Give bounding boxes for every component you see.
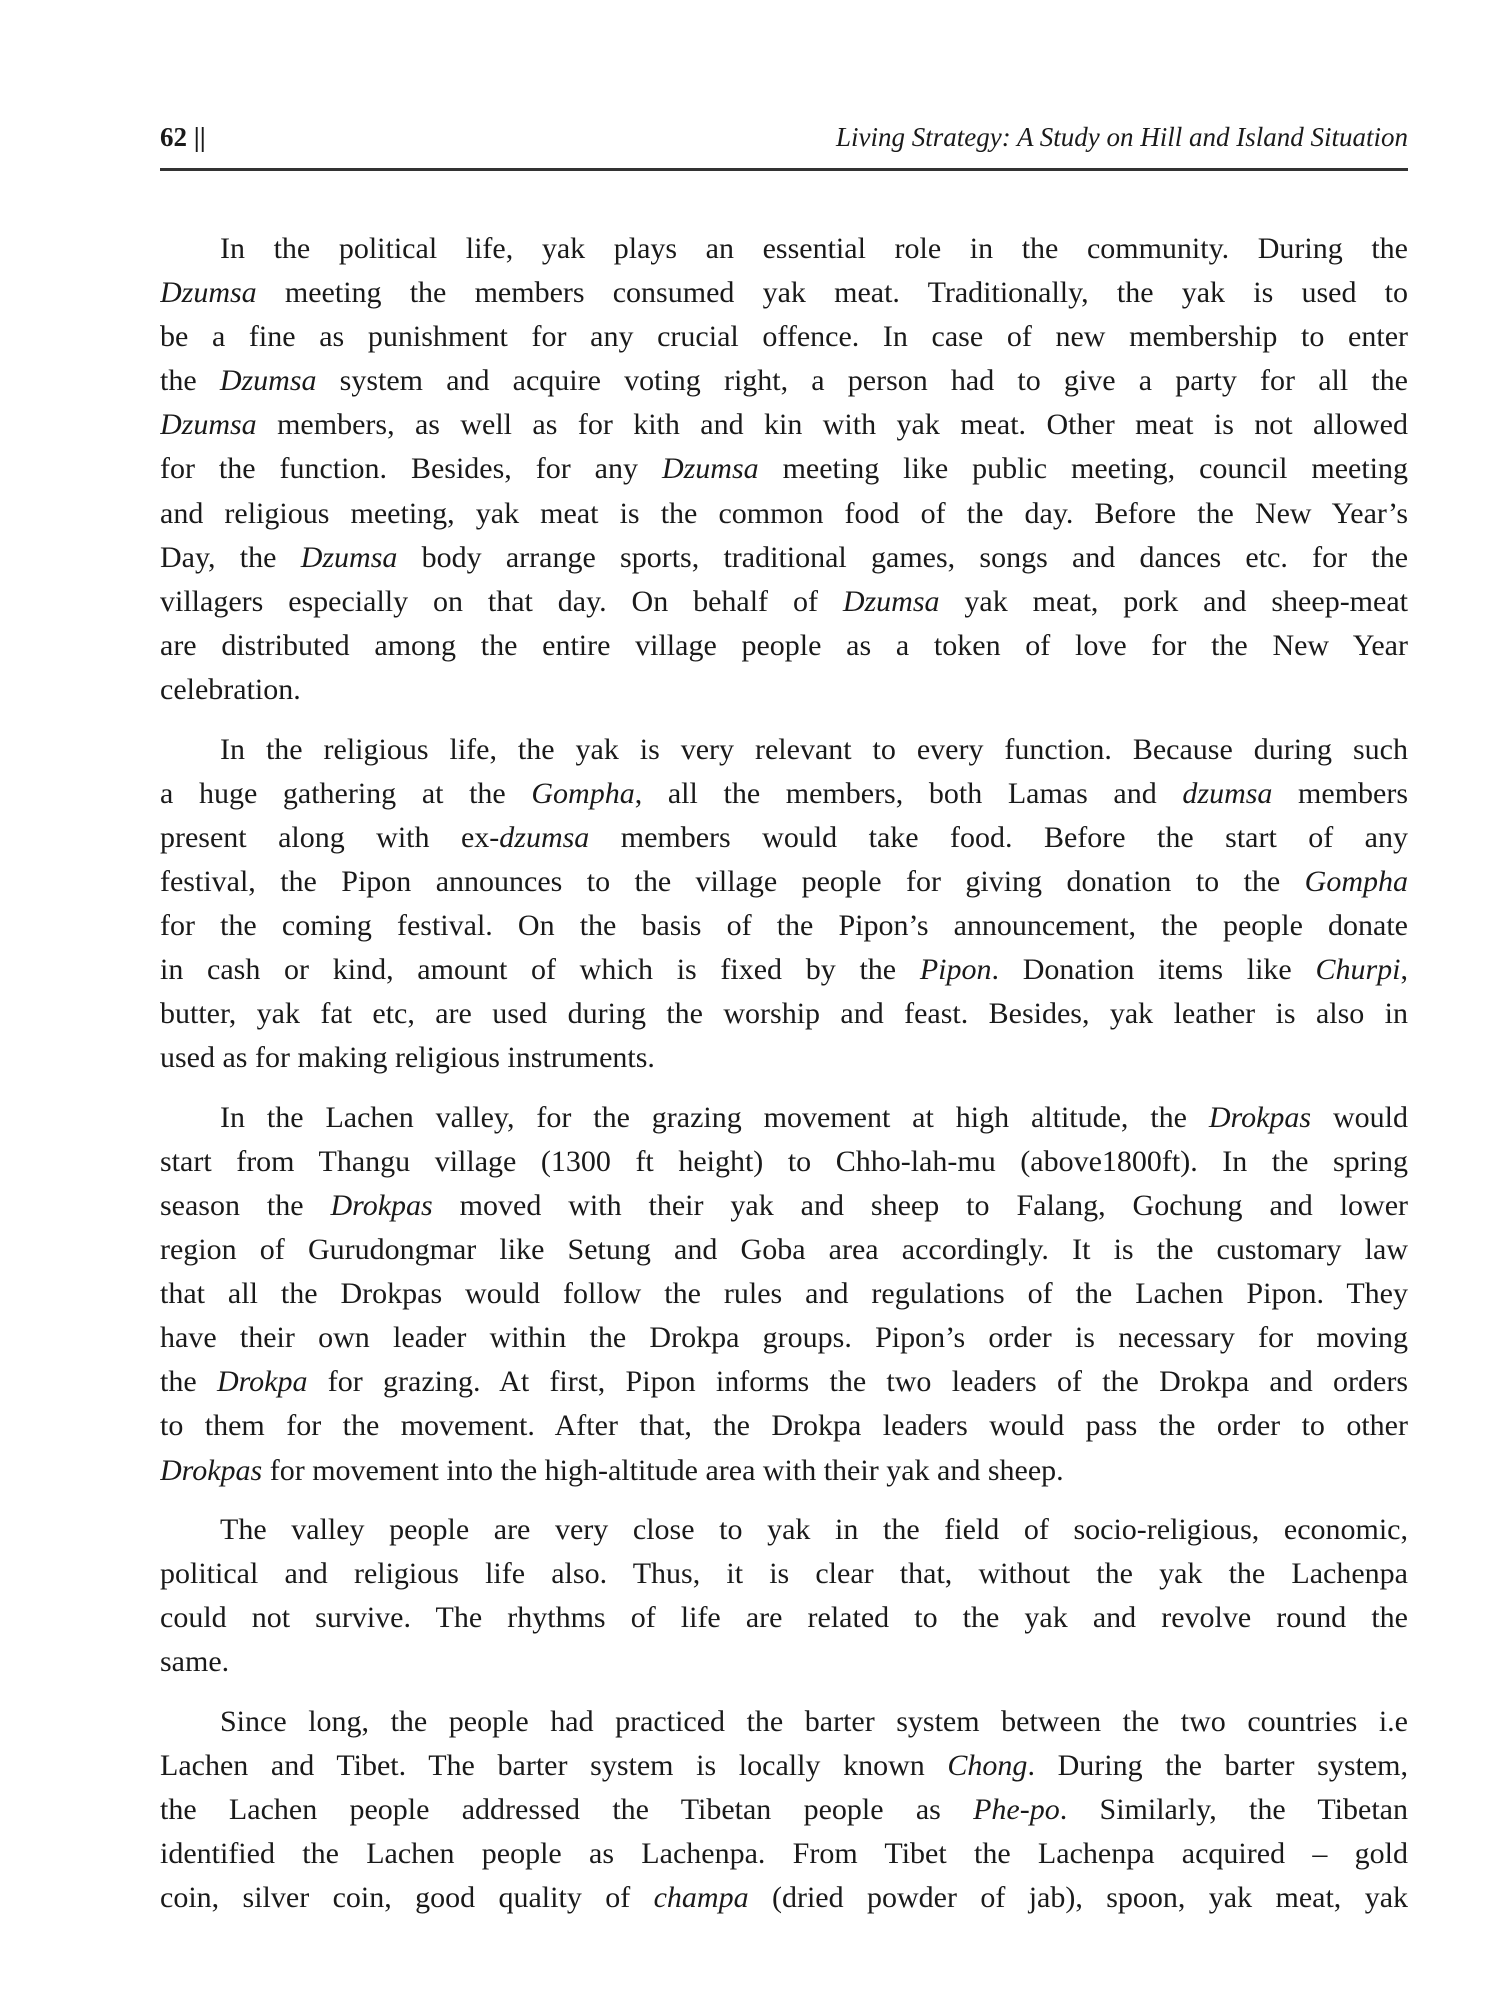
italic-term: champa bbox=[653, 1881, 749, 1915]
text-line bbox=[160, 492, 1408, 536]
text-segment: Day, the bbox=[160, 540, 301, 574]
text-line bbox=[160, 904, 1408, 948]
text-line bbox=[160, 1096, 1408, 1140]
text-line bbox=[160, 668, 1408, 712]
text-segment: members bbox=[1272, 776, 1408, 810]
italic-term: Gompha bbox=[1304, 864, 1408, 898]
text-segment: coin, silver coin, good quality of bbox=[160, 1881, 654, 1915]
text-line bbox=[160, 624, 1408, 668]
italic-term: Dzumsa bbox=[661, 452, 759, 486]
text-segment: a huge gathering at the bbox=[160, 776, 532, 810]
italic-term: Drokpas bbox=[1208, 1100, 1312, 1134]
text-line bbox=[160, 1508, 1408, 1552]
text-segment: members, as well as for kith and kin with yak meat. Other meat is not allowed bbox=[256, 408, 1408, 442]
italic-term: Dzumsa bbox=[300, 540, 398, 574]
text-segment: festival, the Pipon announces to the village people for giving donation to the bbox=[160, 864, 1305, 898]
text-line bbox=[160, 580, 1408, 624]
text-segment: the bbox=[160, 364, 220, 398]
text-line bbox=[160, 1316, 1408, 1360]
italic-term: Chong bbox=[947, 1749, 1028, 1783]
text-line bbox=[160, 1228, 1408, 1272]
text-segment: villagers especially on that day. On behalf of bbox=[160, 584, 843, 618]
header-rule bbox=[160, 168, 1408, 171]
text-segment: . During the barter system, bbox=[1027, 1749, 1408, 1783]
text-segment: butter, yak fat etc, are used during the worship and feast. Besides, yak leather is also in bbox=[160, 997, 1408, 1031]
text-line bbox=[160, 948, 1408, 992]
text-line bbox=[160, 1272, 1408, 1316]
text-line bbox=[160, 1832, 1408, 1876]
text-line bbox=[160, 271, 1408, 315]
italic-term: Dzumsa bbox=[842, 584, 940, 618]
text-line bbox=[160, 403, 1408, 447]
italic-term: Phe-po bbox=[973, 1793, 1060, 1827]
text-segment: Lachen and Tibet. The barter system is locally known bbox=[160, 1749, 948, 1783]
text-segment: , all the members, both Lamas and bbox=[634, 776, 1183, 810]
text-segment: the Lachen people addressed the Tibetan people as bbox=[160, 1793, 974, 1827]
text-segment: meeting like public meeting, council meeting bbox=[758, 452, 1408, 486]
text-segment: would bbox=[1311, 1100, 1408, 1134]
text-segment: could not survive. The rhythms of life are related to the yak and revolve round the bbox=[160, 1601, 1408, 1635]
text-line bbox=[160, 1552, 1408, 1596]
text-segment: Since long, the people had practiced the barter system between the two countries i.e bbox=[220, 1705, 1408, 1738]
page-number: 62 || bbox=[160, 122, 206, 152]
text-segment: system and acquire voting right, a person had to give a party for all the bbox=[316, 364, 1408, 398]
text-segment: (dried powder of jab), spoon, yak meat, yak bbox=[748, 1881, 1408, 1915]
italic-term: Pipon bbox=[919, 953, 992, 986]
running-header bbox=[160, 122, 1408, 162]
text-segment: to them for the movement. After that, the Drokpa leaders would pass the order to other bbox=[160, 1409, 1408, 1443]
text-segment: in cash or kind, amount of which is fixed by the bbox=[160, 953, 920, 986]
text-line bbox=[160, 1700, 1408, 1744]
text-line bbox=[160, 536, 1408, 580]
italic-term: Gompha bbox=[531, 776, 635, 810]
text-segment: , bbox=[1400, 953, 1408, 986]
text-line bbox=[160, 1360, 1408, 1404]
text-segment: that all the Drokpas would follow the rules and regulations of the Lachen Pipon. They bbox=[160, 1277, 1408, 1311]
text-segment: body arrange sports, traditional games, songs and dances etc. for the bbox=[397, 540, 1408, 574]
text-segment: In the religious life, the yak is very relevant to every function. Because during such bbox=[220, 732, 1408, 766]
text-segment: are distributed among the entire village people as a token of love for the New Year bbox=[160, 628, 1408, 662]
text-segment: region of Gurudongmar like Setung and Goba area accordingly. It is the customary law bbox=[160, 1233, 1408, 1267]
text-line bbox=[160, 315, 1408, 359]
paragraph bbox=[160, 1508, 1408, 1684]
text-line bbox=[160, 992, 1408, 1036]
text-segment: the bbox=[160, 1365, 217, 1399]
text-line bbox=[160, 1640, 1408, 1684]
text-segment: for movement into the high-altitude area with their yak and sheep. bbox=[262, 1453, 1064, 1487]
paragraph bbox=[160, 1096, 1408, 1493]
italic-term: Churpi bbox=[1315, 953, 1401, 986]
text-segment: used as for making religious instruments. bbox=[160, 1041, 655, 1075]
running-title: Living Strategy: A Study on Hill and Island Situation bbox=[836, 122, 1408, 152]
text-line bbox=[160, 860, 1408, 904]
italic-term: Drokpas bbox=[160, 1453, 263, 1487]
text-line bbox=[160, 816, 1408, 860]
text-segment: celebration. bbox=[160, 672, 301, 706]
text-segment: start from Thangu village (1300 ft height) to Chho-lah-mu (above1800ft). In the spring bbox=[160, 1144, 1408, 1178]
text-line bbox=[160, 1876, 1408, 1920]
italic-term: dzumsa bbox=[1182, 776, 1273, 810]
text-line bbox=[160, 1788, 1408, 1832]
text-segment: In the Lachen valley, for the grazing movement at high altitude, the bbox=[220, 1100, 1209, 1134]
text-segment: In the political life, yak plays an essential role in the community. During the bbox=[220, 232, 1408, 265]
text-segment: . Similarly, the Tibetan bbox=[1059, 1793, 1408, 1827]
paragraph bbox=[160, 227, 1408, 712]
text-segment: for the coming festival. On the basis of the Pipon’s announcement, the people donate bbox=[160, 908, 1408, 942]
text-segment: and religious meeting, yak meat is the common food of the day. Before the New Year’s bbox=[160, 496, 1408, 530]
text-line bbox=[160, 1404, 1408, 1448]
italic-term: Dzumsa bbox=[160, 408, 257, 442]
text-segment: be a fine as punishment for any crucial offence. In case of new membership to enter bbox=[160, 320, 1408, 354]
text-segment: for grazing. At first, Pipon informs the two leaders of the Drokpa and orders bbox=[307, 1365, 1408, 1399]
text-line bbox=[160, 1596, 1408, 1640]
text-line bbox=[160, 1449, 1408, 1493]
text-segment: The valley people are very close to yak in the field of socio-religious, economic, bbox=[220, 1513, 1408, 1547]
text-segment: present along with ex- bbox=[160, 820, 500, 854]
text-line bbox=[160, 1140, 1408, 1184]
italic-term: dzumsa bbox=[499, 820, 590, 854]
italic-term: Dzumsa bbox=[160, 276, 257, 310]
text-segment: political and religious life also. Thus, it is clear that, without the yak the Lachenpa bbox=[160, 1557, 1408, 1591]
italic-term: Drokpa bbox=[216, 1365, 308, 1399]
text-line bbox=[160, 772, 1408, 816]
text-segment: . Donation items like bbox=[991, 953, 1316, 986]
text-line bbox=[160, 227, 1408, 271]
italic-term: Dzumsa bbox=[219, 364, 317, 398]
italic-term: Drokpas bbox=[330, 1188, 433, 1222]
paragraph bbox=[160, 728, 1408, 1081]
text-segment: moved with their yak and sheep to Falang, Gochung and lower bbox=[432, 1188, 1408, 1222]
paragraph bbox=[160, 1700, 1408, 1920]
text-line bbox=[160, 359, 1408, 403]
text-line bbox=[160, 1184, 1408, 1228]
text-line bbox=[160, 447, 1408, 491]
text-line bbox=[160, 728, 1408, 772]
text-line bbox=[160, 1036, 1408, 1080]
text-segment: meeting the members consumed yak meat. Traditionally, the yak is used to bbox=[256, 276, 1408, 310]
body-text bbox=[160, 227, 1408, 1936]
text-segment: members would take food. Before the start of any bbox=[589, 820, 1408, 854]
text-segment: yak meat, pork and sheep-meat bbox=[939, 584, 1408, 618]
text-segment: same. bbox=[160, 1645, 230, 1679]
text-line bbox=[160, 1744, 1408, 1788]
text-segment: identified the Lachen people as Lachenpa. From Tibet the Lachenpa acquired – gold bbox=[160, 1837, 1408, 1871]
text-segment: have their own leader within the Drokpa groups. Pipon’s order is necessary for moving bbox=[160, 1321, 1408, 1355]
text-segment: season the bbox=[160, 1188, 331, 1222]
text-segment: for the function. Besides, for any bbox=[160, 452, 662, 486]
